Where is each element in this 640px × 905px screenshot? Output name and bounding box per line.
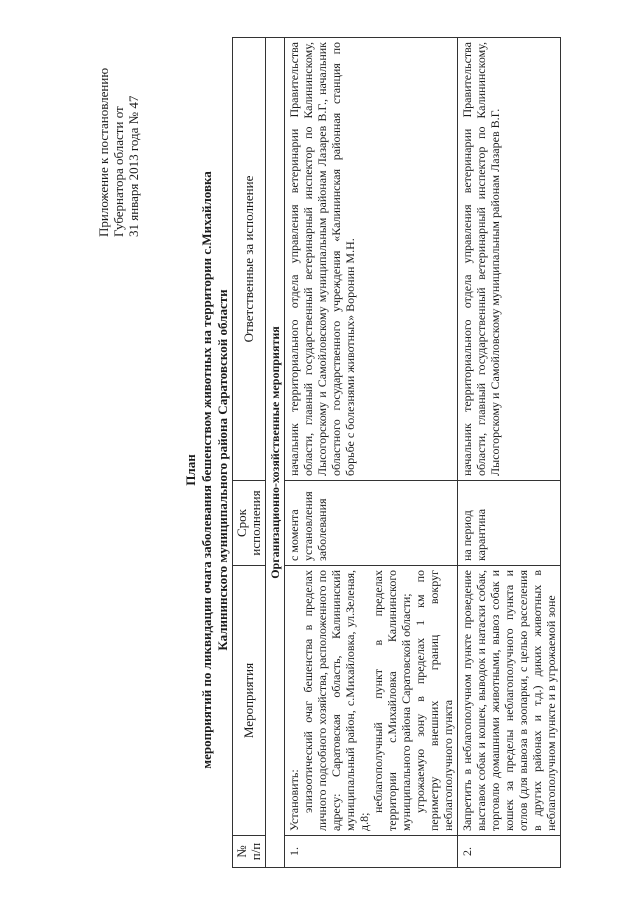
measure-intro: Установить: (287, 769, 301, 831)
row-responsible: начальник территориального отдела управления ветеринарии Правительства области, главный государственный ветеринарный инспектор по Калининскому, Лысогорскому и Самойловскому муниципальным районам Лазарев В.Г. (458, 38, 561, 481)
appendix-line-2: Губернатора области от (111, 106, 126, 237)
table-row (458, 38, 561, 868)
appendix-line-3: 31 января 2013 года № 47 (126, 95, 141, 237)
header-responsible: Ответственные за исполнение (233, 38, 266, 481)
title-line-2: Калининского муниципального района Саратовской области (215, 289, 230, 651)
row-measure: Запретить в неблагополучном пункте проведение выставок собак и кошек, выводок и натаски собак, торговлю домашними животными, вывоз собак и кошек за пределы неблагополучного пункта и отлов (для вывоза в зоопарки, с целью расселения в других районах и т.д.) диких животных в неблагополучном пункте и в угрожаемой зоне (458, 566, 561, 836)
title-word: План (183, 454, 198, 486)
row-measure (285, 566, 458, 836)
title-line-1: мероприятий по ликвидации очага заболевания бешенством животных на территории с.Михайловка (199, 171, 214, 769)
row-responsible: начальник территориального отдела управления ветеринарии Правительства области, главный государственный ветеринарный инспектор по Калининскому, Лысогорскому и Самойловскому муниципальным районам Лазарев В.Г., начальник областного государственного учреждения «Калининская районная станция по борьбе с болезнями животных» Воронин М.Н. (285, 38, 458, 481)
header-row (233, 38, 266, 868)
plan-table (232, 37, 561, 868)
table-row (285, 38, 458, 868)
row-term: на период карантина (458, 481, 561, 566)
section-title: Организационно-хозяйственные мероприятия (266, 38, 285, 868)
document-title (183, 75, 231, 865)
row-number: 1. (285, 836, 458, 868)
measure-paragraph: неблагополучный пункт в пределах территории с.Михайловка Калининского муниципального района Саратовской области; (371, 570, 413, 831)
measure-paragraph: эпизоотический очаг бешенства в пределах личного подсобного хозяйства, расположенного по адресу: Саратовская область, Калининский муниципальный район, с.Михайловка, ул.Зеленая, д.8; (301, 570, 371, 831)
appendix-note (96, 17, 141, 237)
appendix-line-1: Приложение к постановлению (96, 67, 111, 237)
row-number: 2. (458, 836, 561, 868)
row-term: с момента установления заболевания (285, 481, 458, 566)
header-measures: Мероприятия (233, 566, 266, 836)
header-term: Срок исполнения (233, 481, 266, 566)
header-num: № п/п (233, 836, 266, 868)
section-row (266, 38, 285, 868)
measure-paragraph: угрожаемую зону в пределах 1 км по периметру внешних границ вокруг неблагополучного пункта (413, 570, 455, 831)
